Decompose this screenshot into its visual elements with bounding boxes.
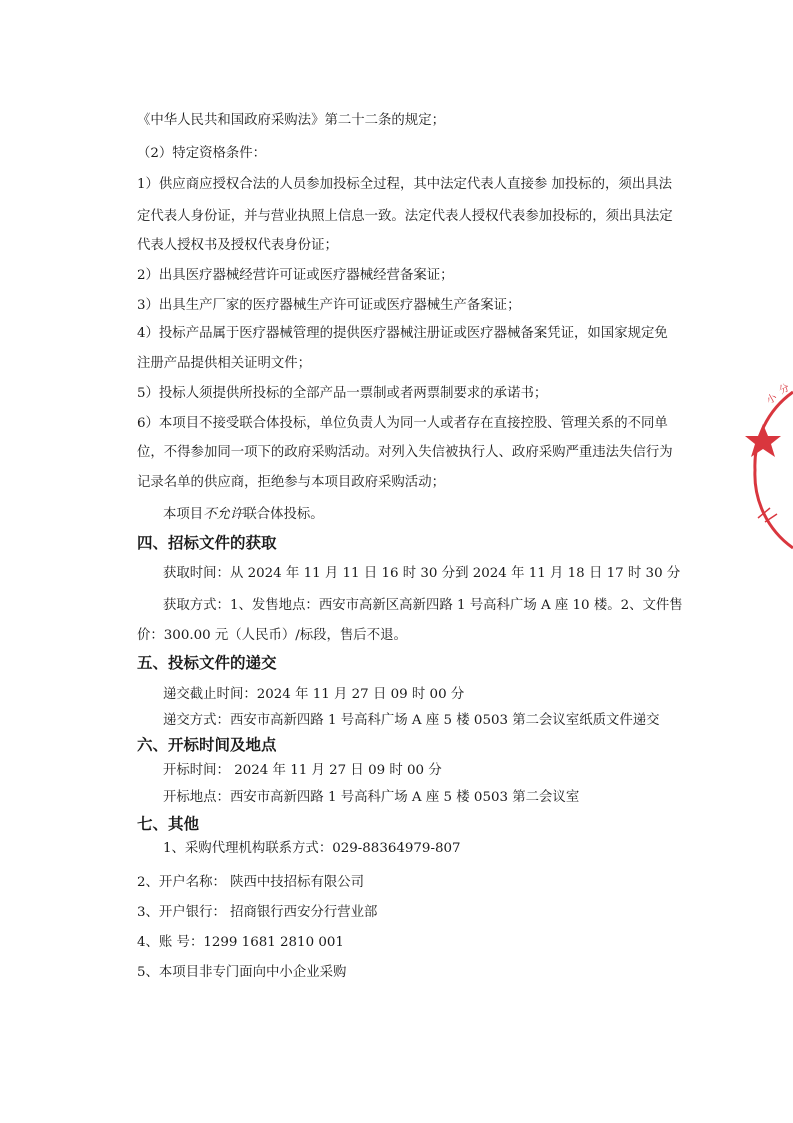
text-line: 定代表人身份证，并与营业执照上信息一致。法定代表人授权代表参加投标的，须出具法定 (137, 209, 673, 224)
svg-text:小: 小 (765, 392, 780, 407)
text-line: 2、开户名称： 陕西中技招标有限公司 (137, 875, 365, 890)
section-heading-7: 七、其他 (137, 815, 200, 833)
text-line: 代表人授权书及授权代表身份证； (137, 238, 338, 253)
text-line: 3、开户银行： 招商银行西安分行营业部 (137, 905, 378, 920)
text-line: 6）本项目不接受联合体投标，单位负责人为同一人或者存在直接控股、管理关系的不同单 (137, 416, 668, 431)
text-line: 4、账 号：1299 1681 2810 001 (137, 935, 344, 950)
text-line: 获取时间：从 2024 年 11 月 11 日 16 时 30 分到 2024 年 11 月 18 日 17 时 30 分 (163, 566, 681, 581)
text-line (163, 506, 324, 524)
text-line: 2）出具医疗器械经营许可证或医疗器械经营备案证； (137, 268, 454, 283)
text-span: 联合体投标。 (243, 507, 324, 522)
text-span: 本项目 (163, 507, 204, 522)
text-line: 5、本项目非专门面向中小企业采购 (137, 965, 347, 980)
text-line: 1、采购代理机构联系方式：029-88364979-807 (163, 841, 461, 856)
text-line: 4）投标产品属于医疗器械管理的提供医疗器械注册证或医疗器械备案凭证，如国家规定免 (137, 326, 668, 341)
text-line: 5）投标人须提供所投标的全部产品一票制或者两票制要求的承诺书； (137, 386, 548, 401)
text-line: 记录名单的供应商，拒绝参与本项目政府采购活动； (137, 475, 445, 490)
text-line: 价：300.00 元（人民币）/标段，售后不退。 (137, 628, 407, 643)
text-line: 递交截止时间：2024 年 11 月 27 日 09 时 00 分 (163, 687, 465, 702)
seal-stamp-fragment (725, 380, 793, 550)
text-line: 开标时间： 2024 年 11 月 27 日 09 时 00 分 (163, 763, 442, 778)
text-line: 获取方式：1、发售地点：西安市高新区高新四路 1 号高科广场 A 座 10 楼。2、文件售 (163, 598, 683, 613)
section-heading-5: 五、投标文件的递交 (137, 654, 277, 672)
svg-text:分: 分 (777, 382, 792, 397)
text-line: 注册产品提供相关证明文件； (137, 356, 312, 371)
italic-text: 不允许 (203, 507, 244, 522)
text-line: 《中华人民共和国政府采购法》第二十二条的规定； (137, 113, 445, 128)
text-line: 位，不得参加同一项下的政府采购活动。对列入失信被执行人、政府采购严重违法失信行为 (137, 445, 673, 460)
text-line: 1）供应商应授权合法的人员参加投标全过程，其中法定代表人直接参 加投标的，须出具法 (137, 177, 673, 192)
text-line: （2）特定资格条件： (137, 146, 267, 161)
section-heading-4: 四、招标文件的获取 (137, 534, 277, 552)
text-line: 递交方式：西安市高新四路 1 号高科广场 A 座 5 楼 0503 第二会议室纸质文件递交 (163, 713, 660, 728)
text-line: 开标地点：西安市高新四路 1 号高科广场 A 座 5 楼 0503 第二会议室 (163, 790, 580, 805)
text-line: 3）出具生产厂家的医疗器械生产许可证或医疗器械生产备案证； (137, 298, 521, 313)
section-heading-6: 六、开标时间及地点 (137, 736, 277, 754)
